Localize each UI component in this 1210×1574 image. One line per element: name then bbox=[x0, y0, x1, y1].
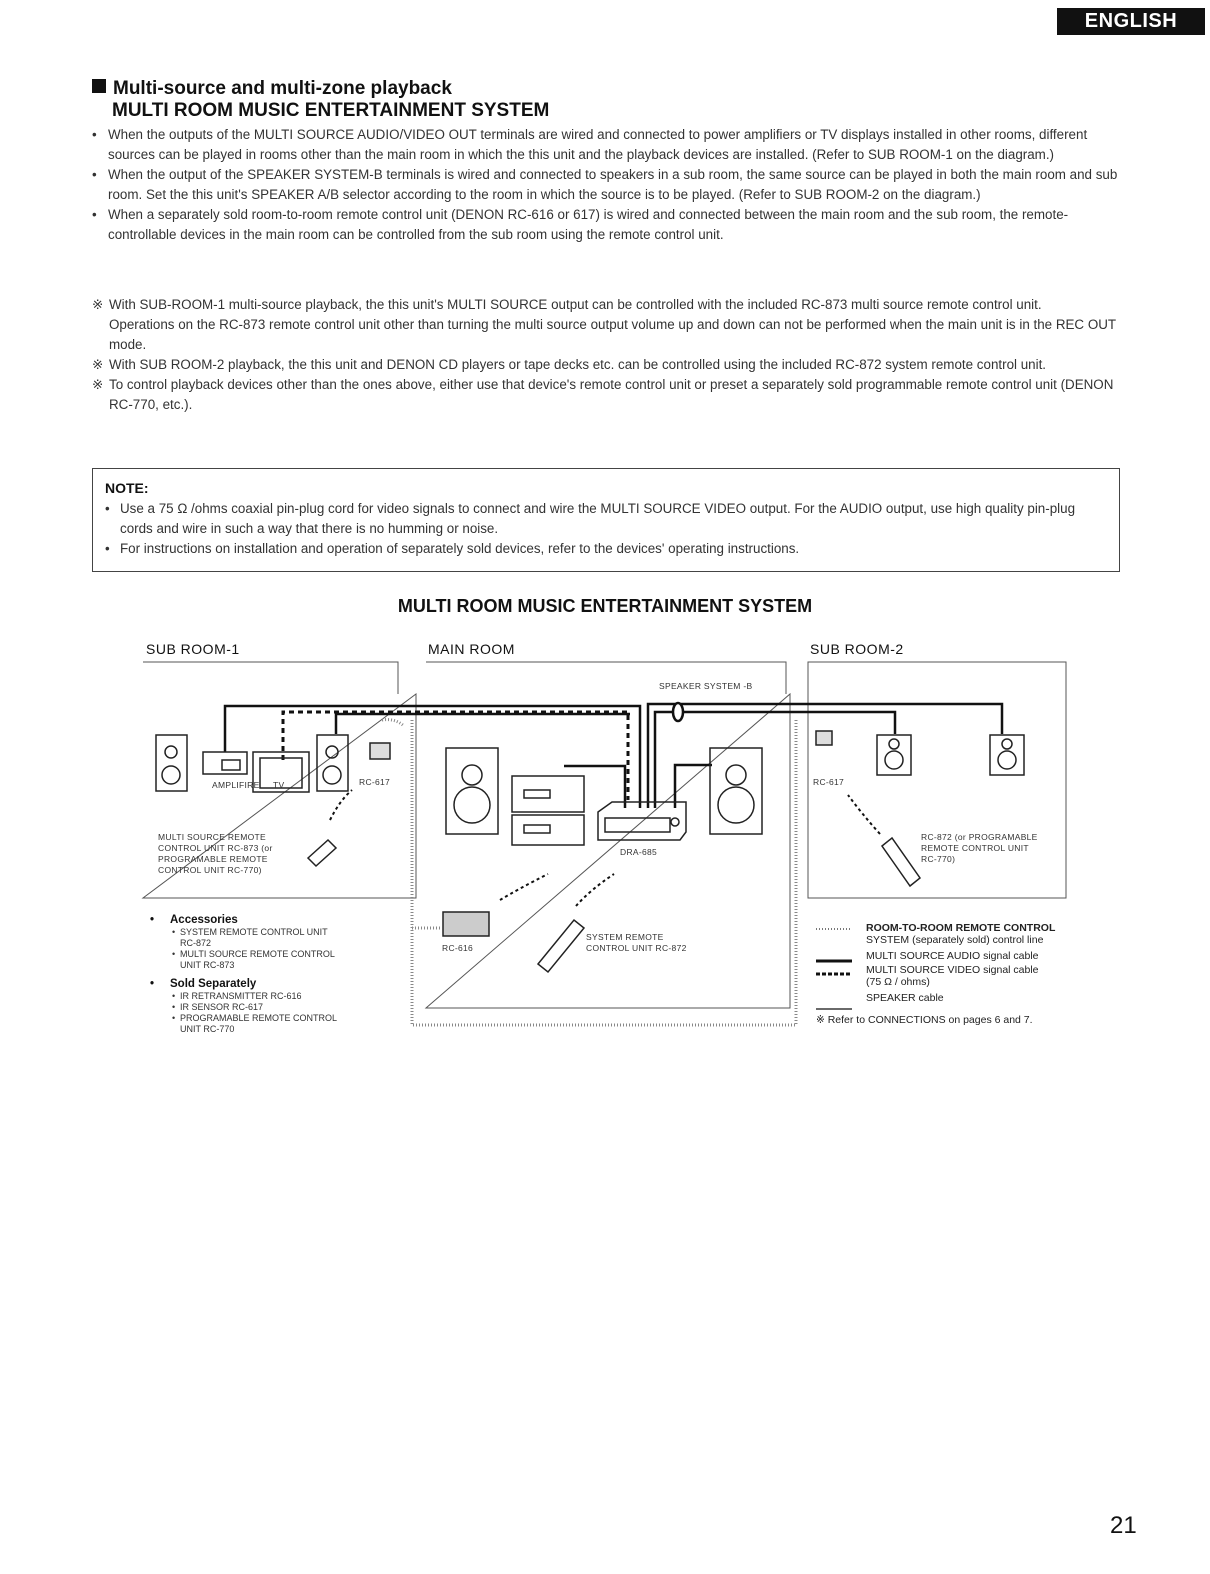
note-item: ※ With SUB-ROOM-1 multi-source playback, the this unit's MULTI SOURCE output can be controlled with the included RC-873 multi source remote control unit. Operations on the RC-873 remote control unit other than turning the multi source output volume up and down can not be performed when the main unit is in the REC OUT mode. bbox=[92, 297, 1116, 352]
accessory-item: • SYSTEM REMOTE CONTROL UNIT bbox=[150, 927, 337, 938]
rc616 bbox=[443, 912, 489, 936]
label-tv: TV bbox=[273, 780, 285, 790]
legend-video: MULTI SOURCE VIDEO signal cable bbox=[866, 964, 1039, 976]
label-rc873: MULTI SOURCE REMOTE CONTROL UNIT RC-873 (or PROGRAMABLE REMOTE CONTROL UNIT RC-770) bbox=[158, 832, 273, 875]
diagram-legend bbox=[816, 922, 1055, 1026]
legend-room-to-room-cont: SYSTEM (separately sold) control line bbox=[866, 934, 1044, 946]
bullet-item: • When the outputs of the MULTI SOURCE AUDIO/VIDEO OUT terminals are wired and connected to power amplifiers or TV displays installed in other rooms, different sources can be played in rooms other than the main room in which the this unit and the playback devices are installed. (Refer to SUB ROOM-1 on the diagram.) bbox=[92, 125, 1120, 165]
main-speaker-right bbox=[710, 748, 762, 834]
legend-speaker: SPEAKER cable bbox=[866, 992, 944, 1004]
speaker-cable bbox=[648, 704, 1002, 808]
rc617-left bbox=[370, 743, 390, 759]
heading-line1: Multi-source and multi-zone playback bbox=[113, 78, 452, 99]
ir-arrow bbox=[330, 790, 352, 820]
sold-item: • PROGRAMABLE REMOTE CONTROL bbox=[150, 1013, 337, 1024]
speaker-left-1 bbox=[156, 735, 187, 791]
note-item: ※ With SUB ROOM-2 playback, the this unit and DENON CD players or tape decks etc. can be controlled using the included RC-872 system remote control unit. bbox=[92, 357, 1047, 372]
label-dra685: DRA-685 bbox=[620, 847, 658, 857]
page-number: 21 bbox=[1110, 1512, 1137, 1539]
legend-room-to-room: ROOM-TO-ROOM REMOTE CONTROL bbox=[866, 922, 1056, 934]
room-label-sub2: SUB ROOM-2 bbox=[810, 641, 904, 657]
speaker-cable bbox=[336, 714, 630, 734]
accessory-item-cont: UNIT RC-873 bbox=[180, 960, 235, 970]
speaker-cable bbox=[655, 712, 895, 808]
label-rc616: RC-616 bbox=[442, 943, 474, 953]
label-rc872-right: RC-872 (or PROGRAMABLE REMOTE CONTROL UNIT RC-770) bbox=[921, 832, 1038, 864]
note-title: NOTE: bbox=[105, 480, 149, 496]
label-rc617-right: RC-617 bbox=[813, 777, 845, 787]
rc617-right bbox=[816, 731, 832, 745]
bullet-item: • When the output of the SPEAKER SYSTEM-B terminals is wired and connected to speakers in a sub room, the same source can be played in both the main room and sub room. Set the this unit's SPEAKER A/B selector according to the room in which the source is to be played. (Refer to SUB ROOM-2 on the diagram.) bbox=[92, 165, 1120, 205]
diagram-title: MULTI ROOM MUSIC ENTERTAINMENT SYSTEM bbox=[397, 596, 813, 616]
accessories-list bbox=[150, 913, 337, 1035]
sold-item: • IR RETRANSMITTER RC-616 bbox=[150, 991, 337, 1002]
rc872-remote bbox=[882, 838, 920, 886]
note-item: ※ To control playback devices other than the ones above, either use that device's remote control unit or preset a separately sold programmable remote control unit (DENON RC-770, etc.). bbox=[92, 377, 1114, 412]
component-cd bbox=[512, 815, 584, 845]
receiver-dra685 bbox=[598, 802, 686, 840]
sold-item-cont: UNIT RC-770 bbox=[180, 1024, 235, 1034]
legend-video-cont: (75 Ω / ohms) bbox=[866, 976, 930, 988]
note-box-item: • Use a 75 Ω /ohms coaxial pin-plug cord for video signals to connect and wire the MULTI SOURCE VIDEO output. For the AUDIO output, use high quality pin-plug cords and wire in such a way that there is no humming or noise. bbox=[105, 499, 1105, 539]
label-rc617-left: RC-617 bbox=[359, 777, 391, 787]
room-label-sub1: SUB ROOM-1 bbox=[146, 641, 240, 657]
rc873-remote bbox=[308, 840, 336, 866]
component-deck bbox=[512, 776, 584, 812]
label-amp: AMPLIFIRE bbox=[212, 780, 260, 790]
sold-item: • IR SENSOR RC-617 bbox=[150, 1002, 337, 1013]
speaker-left-2 bbox=[317, 735, 348, 791]
label-speaker-b: SPEAKER SYSTEM -B bbox=[659, 681, 753, 691]
main-speaker-left bbox=[446, 748, 498, 834]
legend-reference: ※ Refer to CONNECTIONS on pages 6 and 7. bbox=[816, 1014, 1033, 1026]
system-remote bbox=[538, 920, 584, 972]
ir-arrow bbox=[848, 795, 880, 834]
heading-line2: MULTI ROOM MUSIC ENTERTAINMENT SYSTEM bbox=[112, 100, 550, 121]
room-label-main: MAIN ROOM bbox=[428, 641, 515, 657]
ir-arrow bbox=[576, 874, 614, 906]
note-box-item: • For instructions on installation and operation of separately sold devices, refer to the devices' operating instructions. bbox=[105, 539, 1105, 559]
accessory-item: • MULTI SOURCE REMOTE CONTROL bbox=[150, 949, 337, 960]
label-system-remote: SYSTEM REMOTE CONTROL UNIT RC-872 bbox=[586, 932, 687, 953]
bullet-item: • When a separately sold room-to-room remote control unit (DENON RC-616 or 617) is wired and connected between the main room and the sub room, the remote-controllable devices in the main room can be controlled from the sub room using the remote control unit. bbox=[92, 205, 1120, 245]
accessory-item-cont: RC-872 bbox=[180, 938, 212, 948]
legend-audio: MULTI SOURCE AUDIO signal cable bbox=[866, 950, 1039, 962]
language-tab: ENGLISH bbox=[1057, 8, 1205, 35]
accessories-heading: • Accessories bbox=[150, 913, 337, 927]
ir-arrow bbox=[500, 874, 548, 900]
sold-separately-heading: • Sold Separately bbox=[150, 977, 337, 991]
